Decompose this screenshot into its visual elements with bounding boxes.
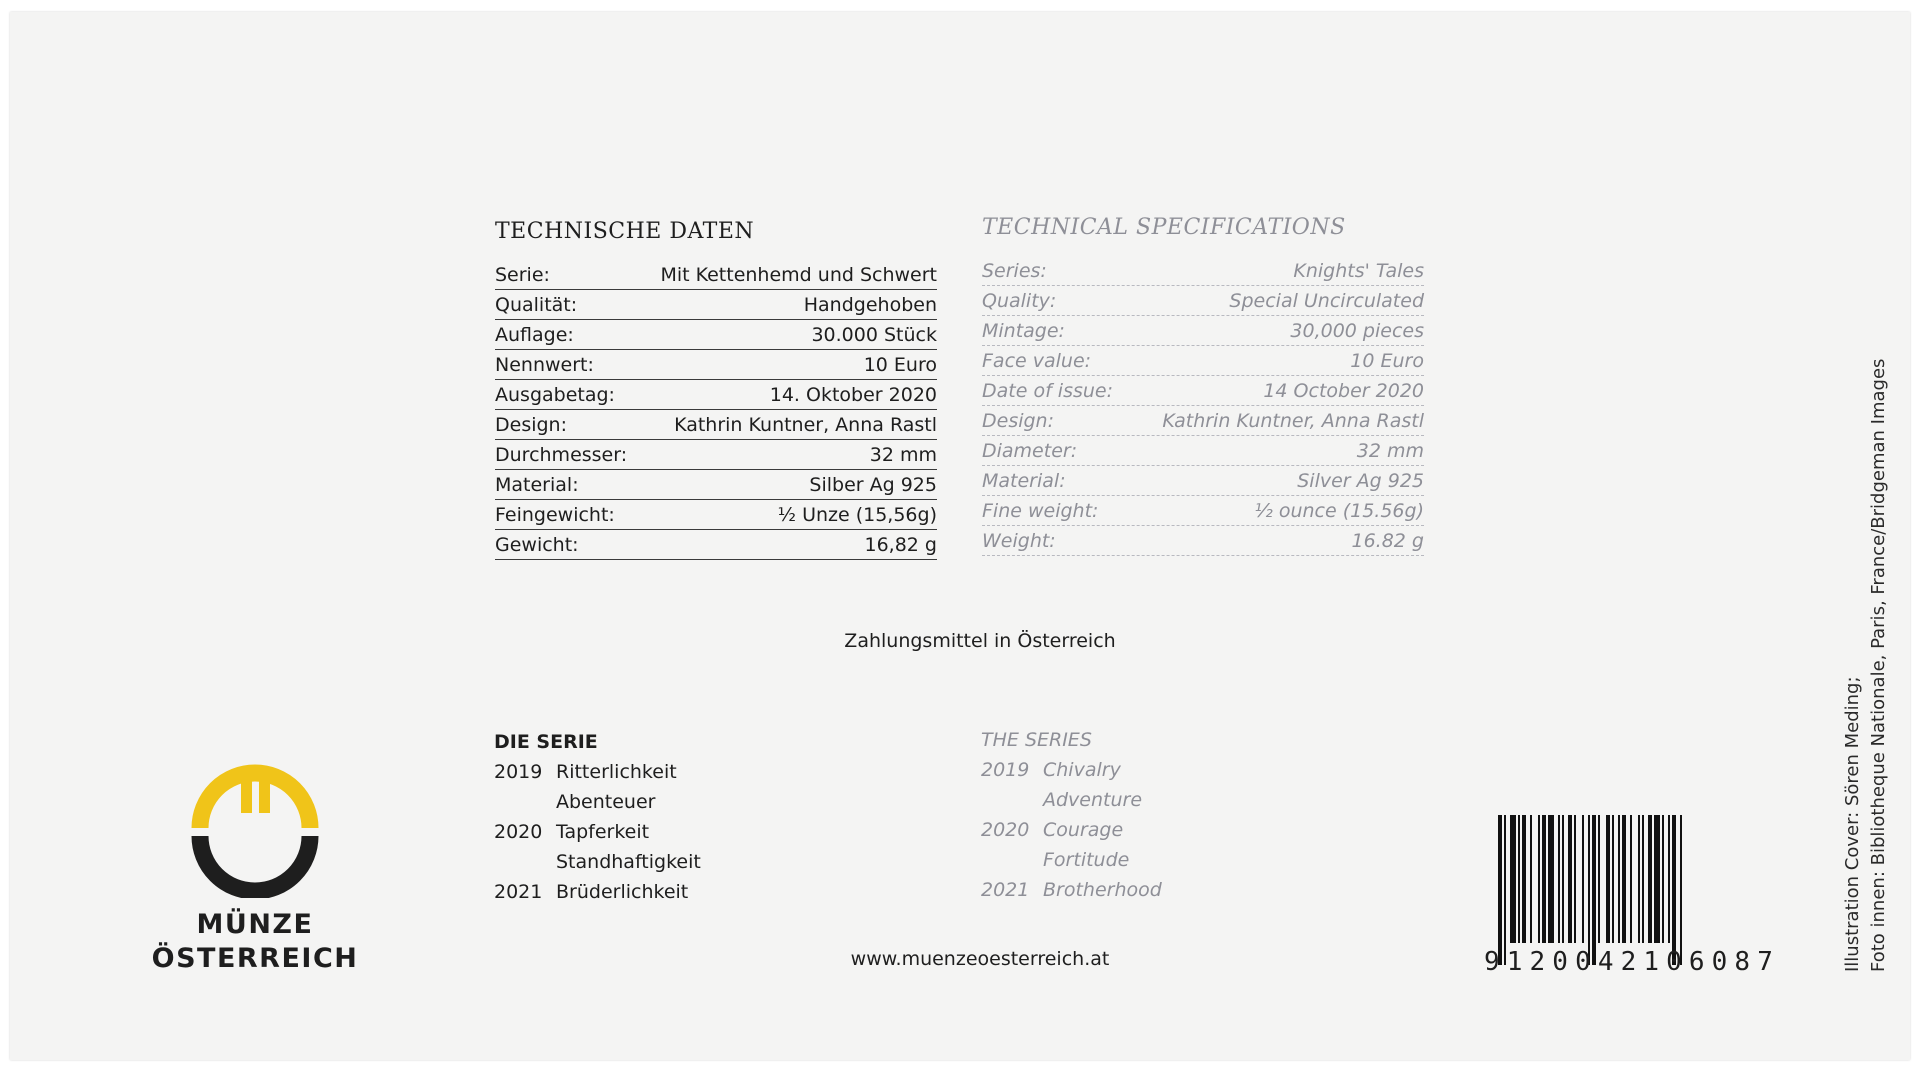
spec-label: Ausgabetag:	[495, 384, 615, 406]
spec-value: Mit Kettenhemd und Schwert	[660, 264, 937, 286]
spec-value: 30.000 Stück	[811, 324, 937, 346]
series-year	[981, 845, 1043, 875]
spec-value: Kathrin Kuntner, Anna Rastl	[674, 414, 937, 436]
spec-label: Nennwert:	[495, 354, 594, 376]
spec-label: Weight:	[982, 530, 1056, 552]
spec-row	[495, 260, 937, 290]
series-title: DIE SERIE	[494, 731, 598, 753]
spec-row	[495, 290, 937, 320]
spec-row	[495, 500, 937, 530]
barcode-digit: 1	[1506, 947, 1524, 977]
technical-specifications-english	[982, 208, 1424, 556]
spec-value: ½ ounce (15.56g)	[1254, 500, 1424, 522]
website-link[interactable]: www.muenzeoesterreich.at	[850, 948, 1110, 970]
series-coin-name: Abenteuer	[556, 791, 656, 813]
barcode-digit: 9	[1484, 947, 1501, 977]
spec-row	[982, 406, 1424, 436]
spec-row	[982, 346, 1424, 376]
series-row	[494, 787, 894, 817]
series-year	[494, 847, 556, 877]
spec-label: Diameter:	[982, 440, 1078, 462]
spec-row	[982, 316, 1424, 346]
spec-label: Feingewicht:	[495, 504, 615, 526]
barcode-bars	[1490, 815, 1780, 965]
spec-label: Design:	[982, 410, 1055, 432]
spec-row	[495, 350, 937, 380]
spec-label: Date of issue:	[982, 380, 1114, 402]
spec-row	[982, 466, 1424, 496]
muenze-logo-icon	[185, 758, 325, 898]
spec-row	[982, 286, 1424, 316]
spec-value: 32 mm	[869, 444, 937, 466]
spec-row	[982, 526, 1424, 556]
spec-row	[495, 380, 937, 410]
spec-label: Quality:	[982, 290, 1057, 312]
barcode-digit: 0	[1711, 947, 1729, 977]
barcode-digit: 4	[1597, 947, 1615, 977]
spec-label: Design:	[495, 414, 568, 436]
series-coin-name: Brotherhood	[1043, 879, 1162, 901]
barcode-digits	[1484, 947, 1774, 977]
spec-label: Auflage:	[495, 324, 574, 346]
spec-row	[982, 496, 1424, 526]
spec-value: ½ Unze (15,56g)	[777, 504, 937, 526]
spec-value: 30,000 pieces	[1290, 320, 1424, 342]
spec-value: Handgehoben	[803, 294, 937, 316]
series-coin-name: Adventure	[1043, 789, 1143, 811]
legal-tender-note: Zahlungsmittel in Österreich	[844, 630, 1116, 652]
series-year	[494, 787, 556, 817]
spec-row	[495, 320, 937, 350]
spec-value: 14. Oktober 2020	[769, 384, 937, 406]
series-row	[981, 815, 1381, 845]
barcode-digit: 8	[1734, 947, 1752, 977]
spec-value: 32 mm	[1356, 440, 1424, 462]
series-coin-name: Standhaftigkeit	[556, 851, 701, 873]
spec-label: Face value:	[982, 350, 1092, 372]
series-year	[981, 785, 1043, 815]
technical-data-heading: TECHNISCHE DATEN	[495, 219, 755, 244]
spec-label: Durchmesser:	[495, 444, 628, 466]
technical-specifications-heading: TECHNICAL SPECIFICATIONS	[982, 215, 1346, 240]
barcode-digit: 0	[1575, 947, 1592, 977]
spec-label: Series:	[982, 260, 1047, 282]
spec-label: Gewicht:	[495, 534, 579, 556]
series-coin-name: Tapferkeit	[556, 821, 650, 843]
spec-value: Kathrin Kuntner, Anna Rastl	[1162, 410, 1424, 432]
series-list-english	[981, 725, 1381, 905]
spec-label: Mintage:	[982, 320, 1065, 342]
series-row	[981, 755, 1381, 785]
spec-label: Serie:	[495, 264, 550, 286]
spec-row	[982, 256, 1424, 286]
spec-value: Silber Ag 925	[809, 474, 937, 496]
barcode-digit: 1	[1643, 947, 1661, 977]
series-coin-name: Fortitude	[1043, 849, 1130, 871]
spec-row	[982, 376, 1424, 406]
spec-table-english	[982, 256, 1424, 556]
series-row	[494, 877, 894, 907]
series-coin-name: Brüderlichkeit	[556, 881, 689, 903]
series-row	[981, 785, 1381, 815]
spec-label: Material:	[982, 470, 1066, 492]
series-year: 2019	[494, 761, 543, 783]
ean-barcode	[1484, 815, 1780, 977]
barcode-digit: 7	[1757, 947, 1774, 977]
series-year: 2021	[494, 881, 543, 903]
spec-value: Knights' Tales	[1293, 260, 1424, 282]
spec-row	[495, 440, 937, 470]
spec-value: 16,82 g	[864, 534, 937, 556]
series-row	[494, 757, 894, 787]
image-credits: Illustration Cover: Sören Meding; Foto innen: Bibliotheque Nationale, Paris, France/Bridgeman Images	[1842, 358, 1889, 972]
series-year: 2020	[981, 819, 1030, 841]
barcode-digit: 6	[1688, 947, 1706, 977]
series-row	[494, 847, 894, 877]
spec-value: Special Uncirculated	[1229, 290, 1424, 312]
spec-row	[495, 410, 937, 440]
series-year: 2019	[981, 759, 1030, 781]
series-year: 2020	[494, 821, 543, 843]
barcode-digit: 2	[1620, 947, 1638, 977]
spec-value: 10 Euro	[1350, 350, 1424, 372]
spec-row	[982, 436, 1424, 466]
series-row	[981, 845, 1381, 875]
series-row	[981, 875, 1381, 905]
spec-row	[495, 470, 937, 500]
spec-value: 10 Euro	[863, 354, 937, 376]
barcode-digit: 2	[1529, 947, 1547, 977]
spec-label: Fine weight:	[982, 500, 1099, 522]
spec-label: Material:	[495, 474, 579, 496]
barcode-digit: 0	[1552, 947, 1569, 977]
series-coin-name: Courage	[1043, 819, 1124, 841]
spec-value: 16.82 g	[1351, 530, 1424, 552]
spec-label: Qualität:	[495, 294, 578, 316]
spec-value: 14 October 2020	[1263, 380, 1424, 402]
barcode-digit: 0	[1666, 947, 1683, 977]
spec-value: Silver Ag 925	[1297, 470, 1424, 492]
technical-data-german	[495, 212, 937, 560]
series-title: THE SERIES	[981, 729, 1092, 751]
series-row	[494, 817, 894, 847]
spec-table-german	[495, 260, 937, 560]
series-year: 2021	[981, 879, 1030, 901]
series-list-german	[494, 727, 894, 907]
logo-wordmark: MÜNZE ÖSTERREICH	[151, 909, 359, 974]
series-coin-name: Ritterlichkeit	[556, 761, 677, 783]
spec-row	[495, 530, 937, 560]
series-coin-name: Chivalry	[1043, 759, 1121, 781]
